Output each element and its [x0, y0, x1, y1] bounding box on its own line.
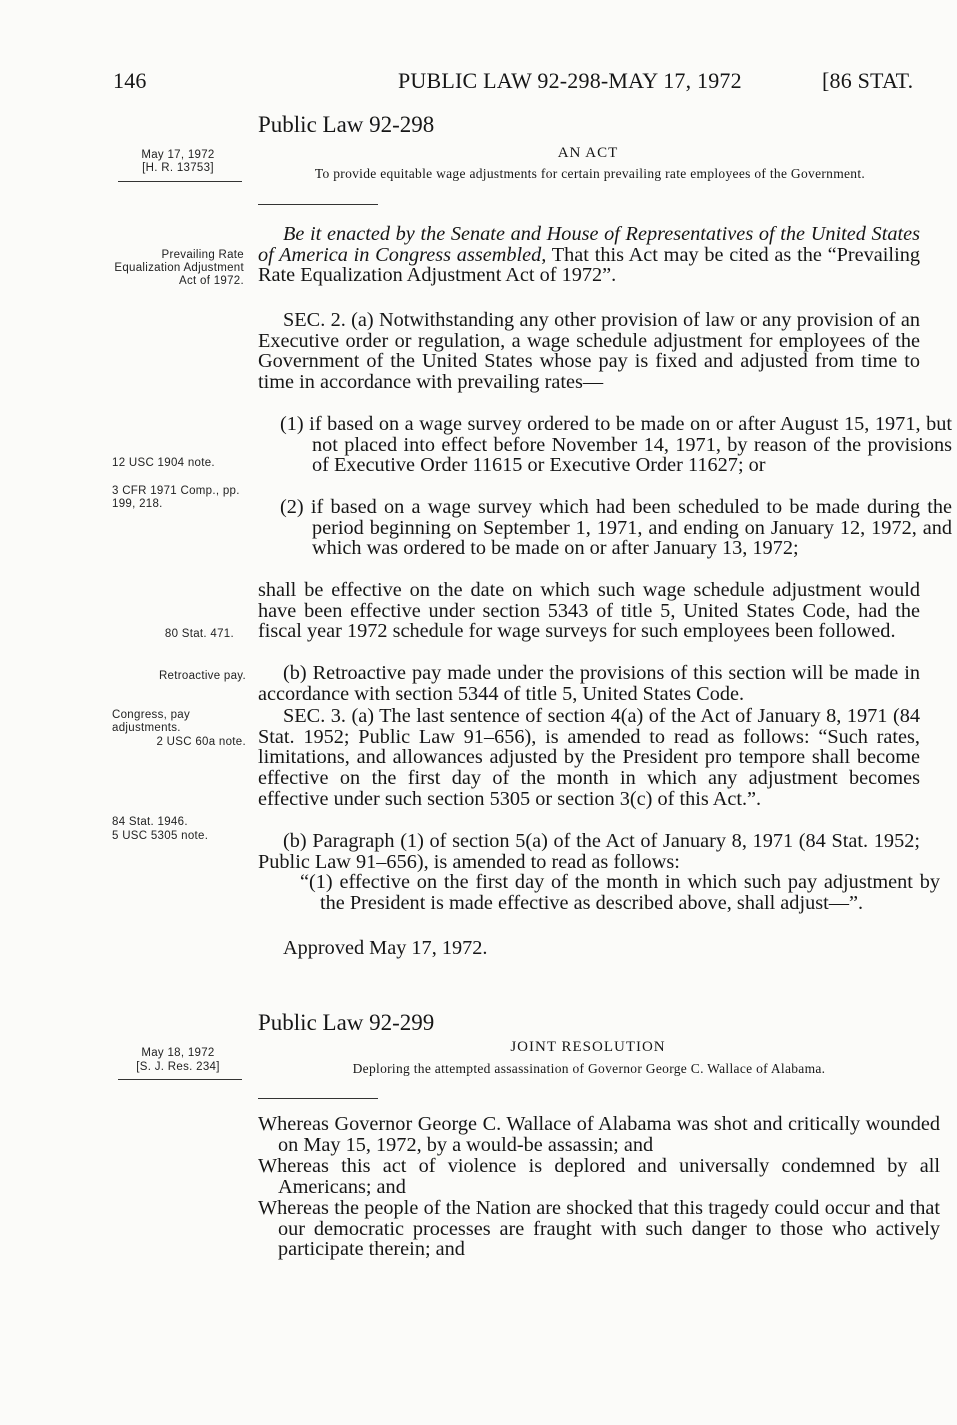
volume-reference: [86 STAT.	[822, 68, 914, 93]
caption-rule	[258, 204, 378, 205]
section-2-label: SEC. 2.	[283, 309, 346, 331]
margin-80-stat: 80 Stat. 471.	[164, 628, 234, 640]
act-caption: To provide equitable wage adjustments for certain prevailing rate employees of the Government.	[314, 166, 866, 181]
law-title: Public Law 92-298	[258, 112, 435, 137]
margin-2-usc: 2 USC 60a note.	[156, 736, 246, 748]
section-3b-quote: “(1) effective on the first day of the month in which such pay adjustment by the President is made effective as described above, shall adjust—”.	[300, 871, 940, 914]
section-3a-text: (a) The last sentence of section 4(a) of the Act of January 8, 1971 (84 Stat. 1952; Public Law 91–656), is amended to read as follows: “Such rates, limitations, and allowances adjusted by the President pro tempore shall become effective on the first day of the month in which any adjustment becomes effective under such section 5305 or section 3(c) of this Act.”.	[258, 705, 920, 810]
short-title-text: That this Act may be cited as the “Prevailing Rate Equalization Adjustment Act of 1972”.	[258, 243, 920, 287]
approval-date: Approved May 17, 1972.	[283, 937, 488, 959]
whereas-clause-3: Whereas the people of the Nation are shocked that this tragedy could occur and that our democratic processes are fraught with such danger to those who actively participate therein; and	[258, 1197, 940, 1261]
margin-bill-number-2: [S. J. Res. 234]	[136, 1061, 220, 1073]
margin-short-title: Prevailing Rate Equalization Adjustment Act of 1972.	[114, 249, 244, 287]
margin-usc-1904: 12 USC 1904 note.	[112, 457, 215, 469]
margin-5-usc: 5 USC 5305 note.	[112, 830, 209, 842]
margin-cfr: 3 CFR 1971 Comp., pp. 199, 218.	[112, 485, 240, 510]
joint-resolution-label: JOINT RESOLUTION	[510, 1039, 666, 1055]
whereas-clause-2: Whereas this act of violence is deplored and universally condemned by all Americans; and	[258, 1155, 940, 1198]
margin-bill-number: [H. R. 13753]	[142, 162, 214, 174]
section-2a-item-1: (1) if based on a wage survey ordered to be made on or after August 15, 1971, but not placed into effect before November 14, 1971, by reason of the provisions of Executive Order 11615 or Executive Order 11627; or	[280, 413, 952, 477]
section-2a	[258, 310, 920, 393]
section-3a	[258, 706, 920, 810]
law-2-title: Public Law 92-299	[258, 1010, 435, 1035]
enacting-paragraph	[258, 224, 920, 286]
resolution-caption: Deploring the attempted assassination of Governor George C. Wallace of Alabama.	[352, 1061, 826, 1076]
page-number: 146	[113, 68, 147, 93]
margin-rule-2	[118, 1079, 242, 1080]
resolution-caption-rule	[258, 1098, 378, 1099]
section-2a-tail: shall be effective on the date on which such wage schedule adjustment would have been effective under section 5343 of title 5, United States Code, had the fiscal year 1972 schedule for wage surveys for such employees been followed.	[258, 579, 920, 643]
margin-date: May 17, 1972	[141, 149, 215, 161]
section-2a-text: (a) Notwithstanding any other provision of law or any provision of an Executive order or regulation, a wage schedule adjustment for employees of the Government of the United States whose pay is fixed and adjusted from time to time in accordance with prevailing rates—	[258, 309, 920, 394]
section-2a-item-2: (2) if based on a wage survey which had been scheduled to be made during the period beginning on September 1, 1971, and ending on January 12, 1972, and which was ordered to be made on or after January 13, 1972;	[280, 496, 952, 560]
margin-retroactive-pay: Retroactive pay.	[158, 670, 246, 682]
running-title: PUBLIC LAW 92-298-MAY 17, 1972	[398, 68, 742, 93]
enacting-clause: Be it enacted by the Senate and House of Representatives of the United States of America in Congress assembled,	[258, 223, 920, 266]
margin-rule	[118, 181, 242, 182]
section-3b: (b) Paragraph (1) of section 5(a) of the Act of January 8, 1971 (84 Stat. 1952; Public Law 91–656), is amended to read as follows:	[258, 830, 920, 873]
margin-84-stat: 84 Stat. 1946.	[112, 816, 188, 828]
whereas-clause-1: Whereas Governor George C. Wallace of Alabama was shot and critically wounded on May 15, 1972, by a would-be assassin; and	[258, 1113, 940, 1156]
section-3-label: SEC. 3.	[283, 705, 346, 727]
section-2b: (b) Retroactive pay made under the provisions of this section will be made in accordance with section 5344 of title 5, United States Code.	[258, 662, 920, 705]
act-label: AN ACT	[557, 145, 619, 161]
margin-congress-pay: Congress, pay adjustments.	[112, 709, 191, 734]
margin-date-2: May 18, 1972	[141, 1047, 215, 1059]
